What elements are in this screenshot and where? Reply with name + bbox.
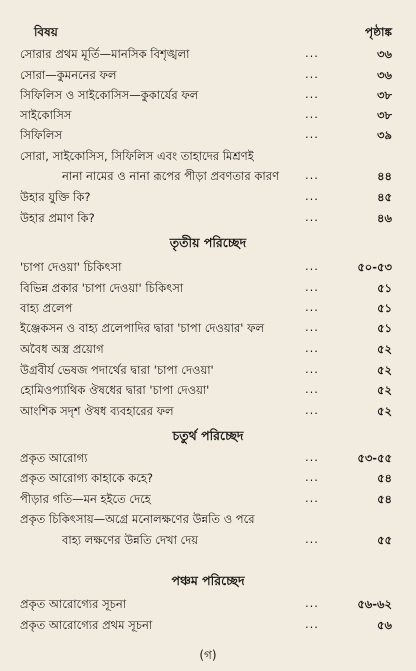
leader-dots: ...: [305, 46, 319, 60]
leader-dots: ...: [305, 362, 319, 376]
leader-dots: ...: [305, 168, 319, 182]
toc-entry: [0, 362, 416, 382]
entry-title: উহার যুক্তি কি?: [20, 190, 91, 204]
leader-dots: ...: [305, 596, 319, 610]
entry-page-number: ৫৫: [377, 533, 392, 547]
entry-title: প্রকৃত আরোগ্যের সূচনা: [20, 597, 127, 611]
toc-entry: [0, 87, 416, 107]
toc-entry: [0, 300, 416, 320]
leader-dots: ...: [305, 87, 319, 101]
leader-dots: ...: [305, 341, 319, 355]
entry-title: বিভিন্ন প্রকার 'চাপা দেওয়া' চিকিৎসা: [20, 281, 184, 295]
entry-page-number: ৫৪: [377, 492, 392, 506]
entry-page-number: ৫২: [377, 383, 392, 397]
entry-page-number: ৩৬: [377, 47, 392, 61]
entry-page-number: ৫৪: [377, 471, 392, 485]
leader-dots: ...: [305, 403, 319, 417]
entry-title: সাইকোসিস: [20, 108, 72, 122]
toc-entry: [0, 382, 416, 402]
toc-entry: [0, 67, 416, 87]
entry-title: সোরা—কুমননের ফল: [20, 68, 117, 82]
entry-page-number: ৫৬: [377, 618, 392, 632]
chapter-heading: চতুর্থ পরিচ্ছেদ: [172, 428, 244, 443]
entry-page-number: ৫১: [377, 321, 392, 335]
toc-entry: [0, 491, 416, 511]
entry-page-number: ৪৬: [377, 211, 392, 225]
entry-title: প্রকৃত আরোগ্য কাহাকে কহে?: [20, 471, 154, 485]
leader-dots: ...: [305, 127, 319, 141]
leader-dots: ...: [305, 320, 319, 334]
entry-title: ইঞ্জেকসন ও বাহ্য প্রলেপাদির দ্বারা 'চাপা দেওয়ার' ফল: [20, 321, 265, 335]
toc-entry: [0, 280, 416, 300]
leader-dots: ...: [305, 107, 319, 121]
entry-page-number: ৫৬-৬২: [357, 597, 392, 611]
toc-entry: [0, 107, 416, 127]
entry-title: অবৈধ অস্ত্র প্রয়োগ: [20, 342, 104, 356]
entry-title: বাহ্য প্রলেপ: [20, 301, 73, 315]
entry-page-number: ৩৬: [377, 68, 392, 82]
entry-title: বাহ্য লক্ষণের উন্নতি দেখা দেয়: [62, 533, 199, 547]
leader-dots: ...: [305, 491, 319, 505]
toc-entry: [0, 532, 416, 552]
entry-page-number: ৪৪: [377, 169, 392, 183]
toc-entry: [0, 470, 416, 490]
leader-dots: ...: [305, 210, 319, 224]
leader-dots: ...: [305, 67, 319, 81]
entry-page-number: ৪৫: [377, 190, 392, 204]
toc-entry: [0, 168, 416, 188]
toc-entry: [0, 617, 416, 637]
toc-entry: [0, 46, 416, 66]
toc-entry: [0, 511, 416, 531]
toc-entry: [0, 341, 416, 361]
chapter-heading: তৃতীয় পরিচ্ছেদ: [169, 235, 247, 250]
entry-title: সোরা, সাইকোসিস, সিফিলিস এবং তাহাদের মিশ্রণই: [20, 149, 254, 163]
entry-title: সিফিলিস: [20, 128, 63, 142]
toc-header: [0, 24, 416, 44]
entry-page-number: ৫১: [377, 301, 392, 315]
page-footer: (গ): [199, 648, 217, 662]
toc-entry: [0, 127, 416, 147]
leader-dots: ...: [305, 532, 319, 546]
leader-dots: ...: [305, 450, 319, 464]
entry-page-number: ৩৮: [377, 88, 392, 102]
entry-page-number: ৫২: [377, 404, 392, 418]
entry-title: প্রকৃত আরোগ্য: [20, 451, 88, 465]
toc-entry: [0, 596, 416, 616]
leader-dots: ...: [305, 470, 319, 484]
entry-page-number: ৩৮: [377, 108, 392, 122]
subject-heading: বিষয়: [34, 25, 58, 39]
entry-title: প্রকৃত চিকিৎসায়—অগ্রে মনোলক্ষণের উন্নতি ও পরে: [20, 512, 255, 526]
entry-title: হোমিওপ্যাথিক ঔষধের দ্বারা 'চাপা দেওয়া': [20, 383, 210, 397]
toc-entry: [0, 403, 416, 423]
page-number-heading: পৃষ্ঠাঙ্ক: [365, 25, 392, 39]
chapter-heading: পঞ্চম পরিচ্ছেদ: [171, 573, 245, 588]
toc-entry: [0, 189, 416, 209]
entry-page-number: ৫২: [377, 363, 392, 377]
leader-dots: ...: [305, 617, 319, 631]
toc-entry: [0, 210, 416, 230]
toc-entry: [0, 320, 416, 340]
entry-title: উহার প্রমাণ কি?: [20, 211, 95, 225]
entry-page-number: ৫৩-৫৫: [357, 451, 392, 465]
entry-title: নানা নামের ও নানা রূপের পীড়া প্রবণতার কারণ: [62, 169, 280, 183]
entry-title: প্রকৃত আরোগ্যের প্রথম সূচনা: [20, 618, 153, 632]
entry-title: 'চাপা দেওয়া' চিকিৎসা: [20, 260, 122, 274]
leader-dots: ...: [305, 259, 319, 273]
entry-page-number: ৫০-৫৩: [357, 260, 392, 274]
entry-page-number: ৫২: [377, 342, 392, 356]
entry-title: সিফিলিস ও সাইকোসিস—কুকার্যের ফল: [20, 88, 199, 102]
leader-dots: ...: [305, 189, 319, 203]
leader-dots: ...: [305, 280, 319, 294]
entry-title: উগ্রবীর্য ভেষজ পদার্থের দ্বারা 'চাপা দেওয়া': [20, 363, 214, 377]
leader-dots: ...: [305, 300, 319, 314]
toc-entry: [0, 259, 416, 279]
entry-title: সোরার প্রথম মূর্তি—মানসিক বিশৃঙ্খলা: [20, 47, 190, 61]
entry-title: আংশিক সদৃশ ঔষধ ব্যবহারের ফল: [20, 404, 174, 418]
entry-page-number: ৫১: [377, 281, 392, 295]
entry-page-number: ৩৯: [377, 128, 392, 142]
toc-entry: [0, 148, 416, 168]
leader-dots: ...: [305, 382, 319, 396]
toc-entry: [0, 450, 416, 470]
entry-title: পীড়ার গতি—মন হইতে দেহে: [20, 492, 151, 506]
